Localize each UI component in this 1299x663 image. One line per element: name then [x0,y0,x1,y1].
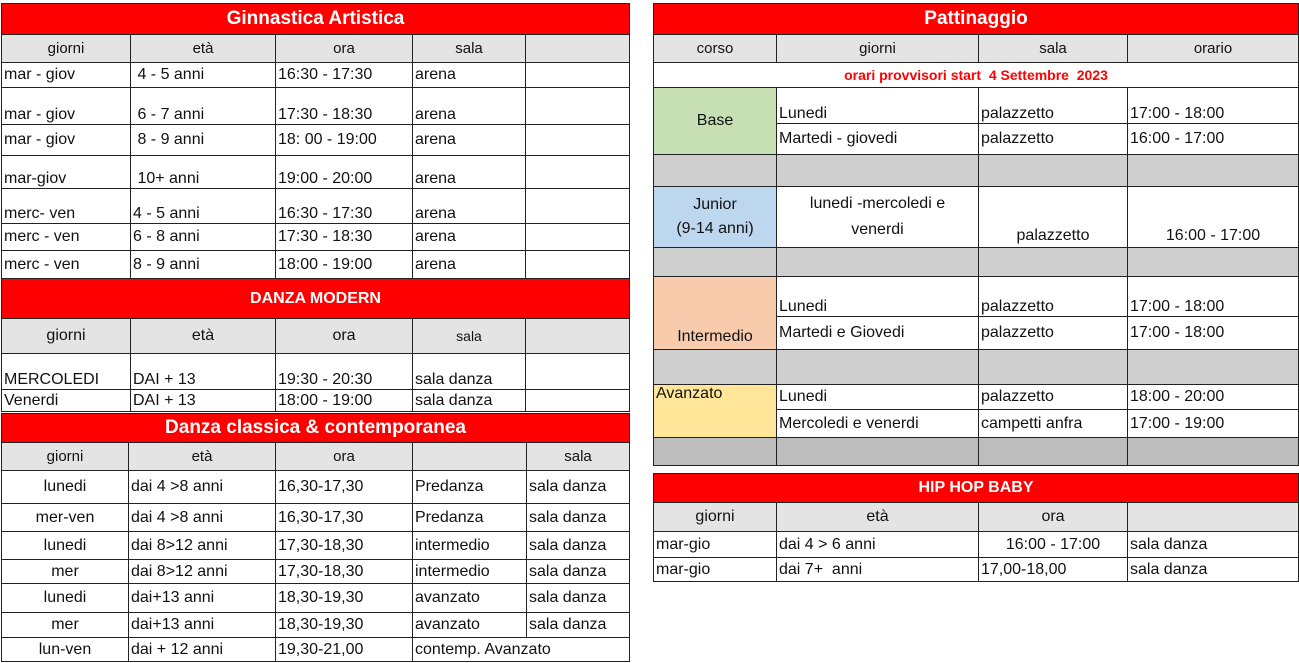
table-row [654,532,1299,558]
cell: sala danza [1128,532,1299,558]
header-corso: corso [654,35,777,63]
cell: mer [2,613,129,638]
header-sala: sala [413,319,526,354]
cell: merc- ven [2,189,131,224]
cell: 17:30 - 18:30 [276,224,413,251]
cell [526,63,630,88]
cell: arena [413,125,526,156]
cell: palazzetto [979,88,1128,124]
table-row [654,385,1299,410]
cell [526,390,630,412]
cell: 19,30-21,00 [276,638,413,662]
cell: 16,30-17,30 [276,504,413,532]
cell: 17,30-18,30 [276,560,413,584]
cell: 18:00 - 19:00 [276,251,413,279]
course-junior [654,187,777,248]
table-row [2,638,630,662]
cell: arena [413,63,526,88]
table-row [2,63,630,88]
cell: Lunedi [777,277,979,317]
junior-age: (9-14 anni) [676,220,754,237]
cell: 16:00 - 17:00 [1128,187,1299,248]
cell: 18:00 - 20:00 [1128,385,1299,410]
table-row [654,88,1299,124]
table-row [2,189,630,224]
cell: merc - ven [2,251,131,279]
provisional-note: orari provvisori start 4 Settembre 2023 [654,63,1299,88]
cell: palazzetto [979,385,1128,410]
cell: mer [2,560,129,584]
table-row [2,504,630,532]
cell: dai 8>12 anni [129,560,276,584]
cell: 17,30-18,30 [276,532,413,560]
table-row [2,390,630,412]
cell: Predanza [413,471,527,504]
table-row [2,125,630,156]
pattinaggio-table [653,3,1299,466]
table-row [2,354,630,390]
cell: MERCOLEDI [2,354,131,390]
table-row [2,251,630,279]
cell: Predanza [413,504,527,532]
cell: 17:30 - 18:30 [276,88,413,125]
cell: 8 - 9 anni [131,251,276,279]
header-empty [526,319,630,354]
cell: palazzetto [979,187,1128,248]
cell: contemp. Avanzato [413,638,630,662]
cell: sala danza [1128,558,1299,582]
cell: dai 8>12 anni [129,532,276,560]
cell: sala danza [413,354,526,390]
cell: lunedi [2,584,129,613]
cell: mar-giov [2,156,131,189]
cell: 6 - 7 anni [131,88,276,125]
header-ora: ora [276,319,413,354]
header-giorni: giorni [777,35,979,63]
cell: dai+13 anni [129,584,276,613]
cell: Mercoledi e venerdi [777,410,979,438]
header-eta: età [777,503,979,532]
table-row [654,187,1299,248]
cell: 17:00 - 18:00 [1128,277,1299,317]
header-eta: età [129,443,276,471]
table-row [2,471,630,504]
cell: Martedi - giovedi [777,124,979,155]
cell [526,224,630,251]
cell: palazzetto [979,317,1128,350]
header-eta: età [131,35,276,63]
cell: 19:30 - 20:30 [276,354,413,390]
header-ora: ora [276,35,413,63]
cell: sala danza [527,584,630,613]
cell: sala danza [527,613,630,638]
danza-modern-title: DANZA MODERN [2,279,630,319]
cell: sala danza [527,471,630,504]
header-empty [526,35,630,63]
table-row [2,560,630,584]
cell: 8 - 9 anni [131,125,276,156]
ginnastica-title: Ginnastica Artistica [2,4,630,35]
cell: Venerdi [2,390,131,412]
cell: dai+13 anni [129,613,276,638]
cell: Lunedi [777,385,979,410]
cell: arena [413,189,526,224]
cell: 16:00 - 17:00 [1128,124,1299,155]
cell: dai 4 >8 anni [129,471,276,504]
ginnastica-table [1,3,630,412]
header-giorni: giorni [2,35,131,63]
cell [777,187,979,248]
cell: 16:00 - 17:00 [979,532,1128,558]
table-row [2,532,630,560]
junior-label: Junior [693,196,737,213]
cell: avanzato [413,613,527,638]
header-sala: sala [527,443,630,471]
cell: 4 - 5 anni [131,189,276,224]
cell: intermedio [413,560,527,584]
cell: arena [413,224,526,251]
cell: mer-ven [2,504,129,532]
table-row [2,156,630,189]
cell: 19:00 - 20:00 [276,156,413,189]
cell: 6 - 8 anni [131,224,276,251]
table-row [654,558,1299,582]
cell: palazzetto [979,124,1128,155]
header-eta: età [131,319,276,354]
course-base: Base [654,88,777,155]
course-avanzato: Avanzato [654,385,777,438]
danza-classica-title: Danza classica & contemporanea [2,414,630,443]
header-giorni: giorni [2,443,129,471]
cell: DAI + 13 [131,390,276,412]
cell: dai 7+ anni [777,558,979,582]
cell [526,156,630,189]
table-row [654,277,1299,317]
cell: arena [413,251,526,279]
pattinaggio-title: Pattinaggio [654,4,1299,35]
cell: 18,30-19,30 [276,584,413,613]
cell: 16:30 - 17:30 [276,63,413,88]
header-ora: ora [979,503,1128,532]
junior-days-line1: lunedi -mercoledi e [809,195,946,212]
cell: 17:00 - 18:00 [1128,88,1299,124]
header-sala: sala [979,35,1128,63]
cell: merc - ven [2,224,131,251]
cell: mar - giov [2,63,131,88]
cell: 17:00 - 19:00 [1128,410,1299,438]
junior-days-line2: venerdi [851,221,904,238]
cell: lunedi [2,471,129,504]
cell: 18: 00 - 19:00 [276,125,413,156]
cell: 18,30-19,30 [276,613,413,638]
cell: Martedi e Giovedi [777,317,979,350]
cell: DAI + 13 [131,354,276,390]
header-orario: orario [1128,35,1299,63]
header-giorni: giorni [2,319,131,354]
cell: 10+ anni [131,156,276,189]
cell [526,251,630,279]
header-empty [413,443,527,471]
cell [526,189,630,224]
table-row [2,584,630,613]
cell: sala danza [527,504,630,532]
cell: sala danza [527,532,630,560]
course-intermedio: Intermedio [654,277,777,350]
cell: 17,00-18,00 [979,558,1128,582]
cell: dai 4 > 6 anni [777,532,979,558]
cell: palazzetto [979,277,1128,317]
cell: 16:30 - 17:30 [276,189,413,224]
cell: 4 - 5 anni [131,63,276,88]
header-giorni: giorni [654,503,777,532]
hiphop-title: HIP HOP BABY [654,474,1299,503]
cell: sala danza [527,560,630,584]
cell: mar-gio [654,558,777,582]
cell: 16,30-17,30 [276,471,413,504]
table-row [2,613,630,638]
cell: Lunedi [777,88,979,124]
cell: mar-gio [654,532,777,558]
table-row [2,88,630,125]
cell: sala danza [413,390,526,412]
cell [526,88,630,125]
cell: intermedio [413,532,527,560]
cell: arena [413,156,526,189]
cell [526,125,630,156]
danza-classica-table [1,413,630,662]
hiphop-table [653,473,1299,582]
cell: arena [413,88,526,125]
cell: campetti anfra [979,410,1128,438]
header-ora: ora [276,443,413,471]
cell: 18:00 - 19:00 [276,390,413,412]
cell [526,354,630,390]
cell: dai 4 >8 anni [129,504,276,532]
cell: mar - giov [2,125,131,156]
table-row [2,224,630,251]
cell: mar - giov [2,88,131,125]
header-sala: sala [413,35,526,63]
cell: 17:00 - 18:00 [1128,317,1299,350]
cell: lun-ven [2,638,129,662]
cell: lunedi [2,532,129,560]
cell: dai + 12 anni [129,638,276,662]
header-empty [1128,503,1299,532]
cell: avanzato [413,584,527,613]
